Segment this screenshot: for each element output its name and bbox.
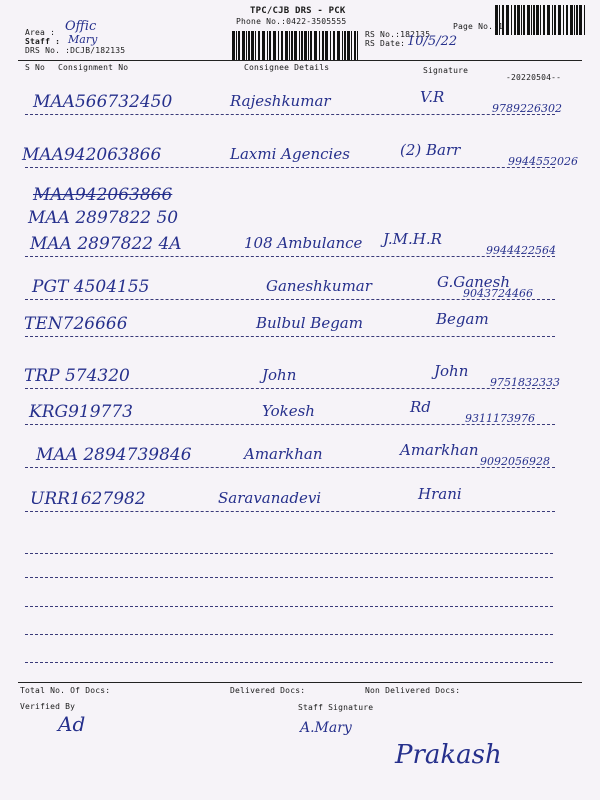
staff-signature-small: A.Mary xyxy=(300,720,352,736)
receiver-signature: Rd xyxy=(410,398,431,416)
consignee-name: Rajeshkumar xyxy=(230,92,331,110)
receiver-signature: J.M.H.R xyxy=(383,230,442,248)
consignment-number: PGT 4504155 xyxy=(32,277,150,297)
barcode-right xyxy=(495,5,585,35)
receiver-signature: Amarkhan xyxy=(400,441,479,459)
row-underline xyxy=(25,114,555,115)
staff-label: Staff : xyxy=(25,37,61,46)
header-rule-top xyxy=(18,60,582,61)
row-underline xyxy=(25,511,555,512)
header-title: TPC/CJB DRS - PCK xyxy=(250,6,346,16)
consignment-number: MAA 2894739846 xyxy=(36,445,192,465)
rs-date-value: 10/5/22 xyxy=(407,34,458,49)
blank-line xyxy=(25,662,553,663)
drs-number: DRS No. :DCJB/182135 xyxy=(25,46,126,55)
receiver-phone: 9944422564 xyxy=(486,244,556,257)
date-stamp: -20220504-- xyxy=(506,73,562,82)
blank-line xyxy=(25,634,553,635)
consignee-name: John xyxy=(262,366,297,384)
receiver-phone: 9751832333 xyxy=(490,376,560,389)
receiver-phone: 9311173976 xyxy=(465,412,535,425)
consignee-name: 108 Ambulance xyxy=(244,234,363,252)
area-label: Area : xyxy=(25,28,56,37)
row-underline xyxy=(25,256,555,257)
consignment-number: MAA942063866 xyxy=(22,145,162,165)
blank-line xyxy=(25,606,553,607)
consignment-number: MAA566732450 xyxy=(33,92,173,112)
consignee-name: Saravanadevi xyxy=(218,489,322,507)
col-signature: Signature xyxy=(423,66,469,75)
staff-signature-large: Prakash xyxy=(395,740,502,770)
consignee-name: Bulbul Begam xyxy=(256,314,363,332)
verified-by-label: Verified By xyxy=(20,702,76,711)
row-underline xyxy=(25,167,555,168)
receiver-signature: Begam xyxy=(436,310,489,328)
row-underline xyxy=(25,467,555,468)
footer-rule xyxy=(18,682,582,683)
consignment-number: URR1627982 xyxy=(30,489,146,509)
consignment-number: KRG919773 xyxy=(29,402,133,422)
rs-number: RS No.:182135 xyxy=(365,30,431,39)
consignment-number: MAA 2897822 50 xyxy=(28,208,179,228)
col-consignee: Consignee Details xyxy=(244,63,330,72)
consignment-number: MAA 2897822 4A xyxy=(30,234,182,254)
receiver-signature: Hrani xyxy=(418,485,462,503)
row-underline xyxy=(25,388,555,389)
consignment-number: TRP 574320 xyxy=(24,366,130,386)
page-number: Page No.:1 xyxy=(453,22,504,31)
consignee-name: Ganeshkumar xyxy=(266,277,372,295)
receiver-signature: John xyxy=(434,362,469,380)
receiver-phone: 9944552026 xyxy=(508,155,578,168)
verified-signature: Ad xyxy=(58,712,86,736)
staff-signature-label: Staff Signature xyxy=(298,703,374,712)
row-underline xyxy=(25,336,555,337)
blank-line xyxy=(25,577,553,578)
consignee-name: Laxmi Agencies xyxy=(230,145,350,163)
receiver-signature: G.Ganesh xyxy=(437,273,511,291)
rs-date-label: RS Date: xyxy=(365,39,406,48)
receiver-signature: V.R xyxy=(420,88,445,106)
receiver-phone: 9789226302 xyxy=(492,102,562,115)
delivered-docs-label: Delivered Docs: xyxy=(230,686,306,695)
blank-line xyxy=(25,553,553,554)
non-delivered-docs-label: Non Delivered Docs: xyxy=(365,686,461,695)
consignment-number: TEN726666 xyxy=(24,314,128,334)
receiver-phone: 9043724466 xyxy=(463,287,533,300)
total-docs-label: Total No. Of Docs: xyxy=(20,686,111,695)
staff-value: Mary xyxy=(68,33,98,46)
receiver-signature: (2) Barr xyxy=(400,141,461,159)
consignment-number: MAA942063866 xyxy=(33,185,173,205)
consignee-name: Yokesh xyxy=(262,402,315,420)
col-sno: S No xyxy=(25,63,46,72)
area-value: Offic xyxy=(65,19,97,34)
row-underline xyxy=(25,424,555,425)
consignee-name: Amarkhan xyxy=(244,445,323,463)
receiver-phone: 9092056928 xyxy=(480,455,550,468)
col-consignment: Consignment No xyxy=(58,63,129,72)
row-underline xyxy=(25,299,555,300)
barcode-left xyxy=(232,31,358,61)
header-phone: Phone No.:0422-3505555 xyxy=(236,17,347,26)
